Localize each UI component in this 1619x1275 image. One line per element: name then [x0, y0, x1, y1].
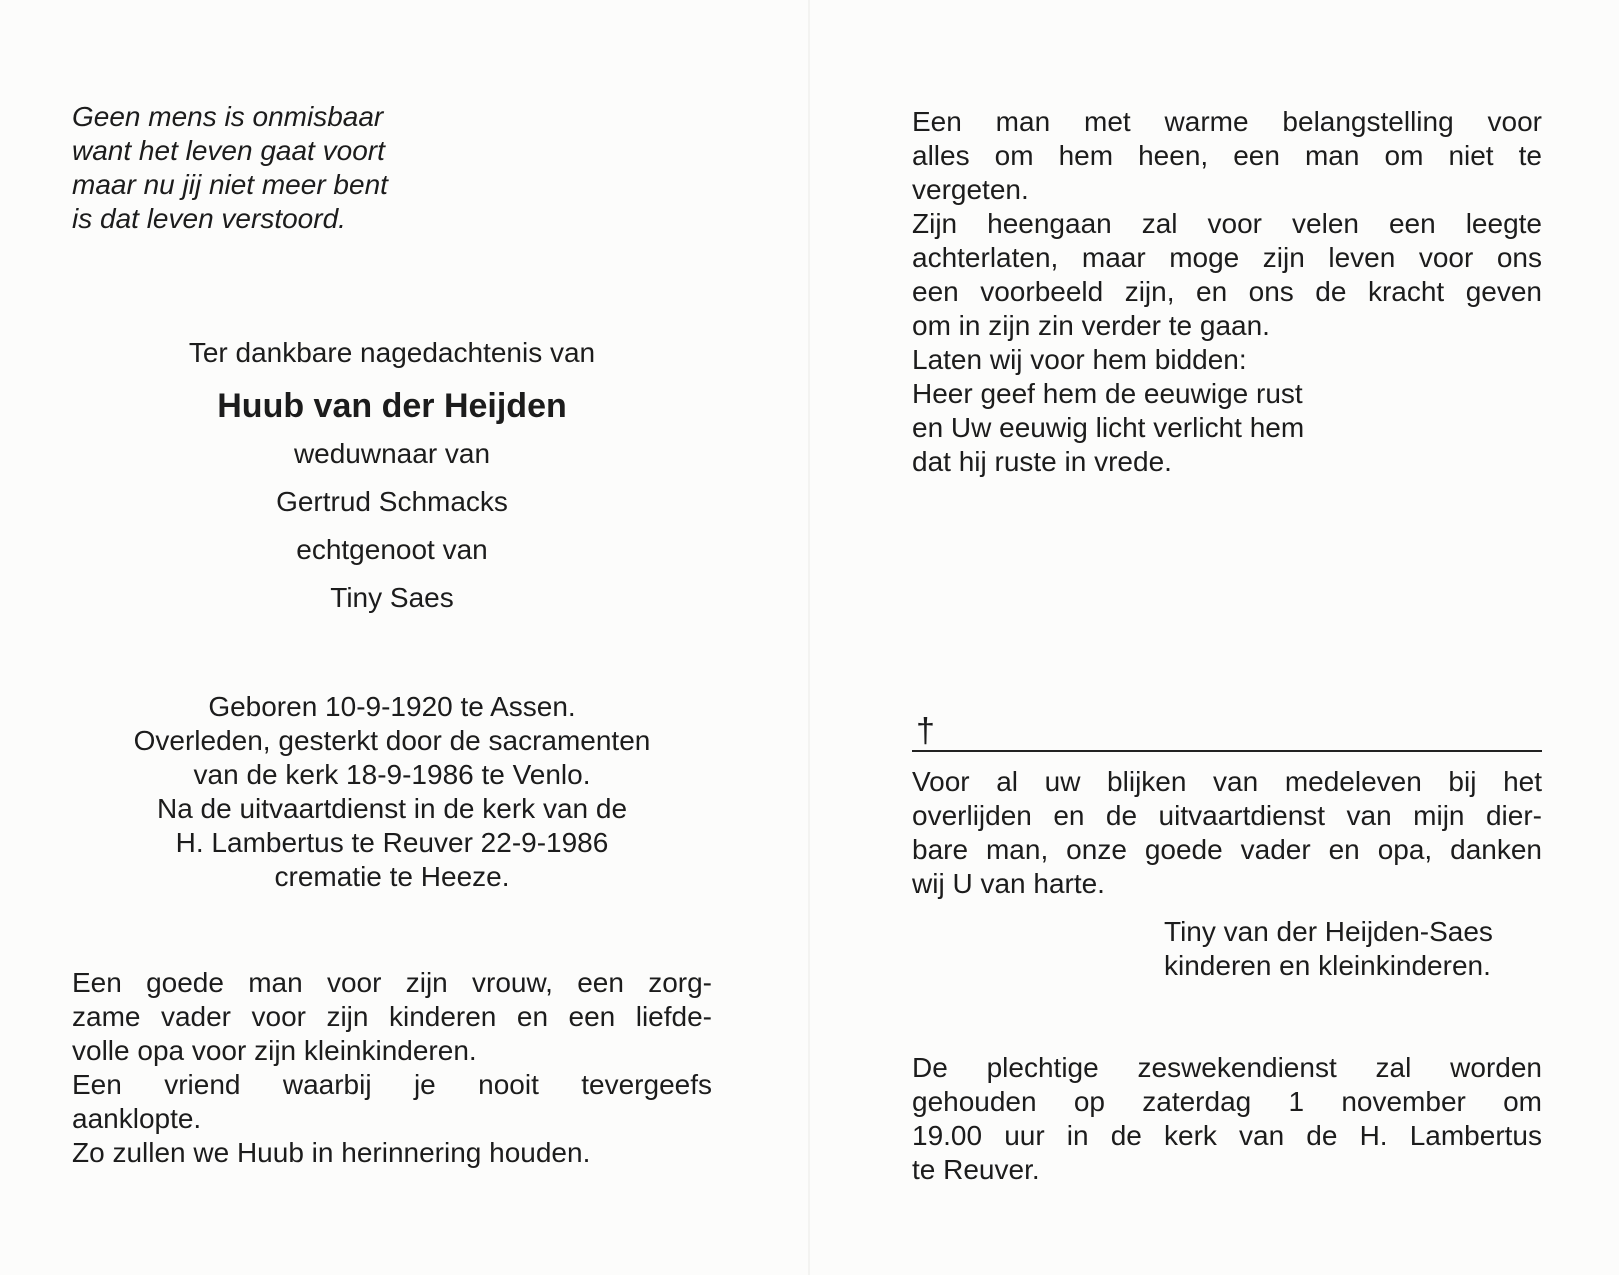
memorial-intro: Ter dankbare nagedachtenis van	[188, 337, 596, 368]
signature-line: Tiny van der Heijden-Saes	[1164, 916, 1493, 947]
mass-notice	[912, 1051, 1542, 1187]
relation-line: echtgenoot van	[296, 534, 488, 565]
reflection-line: en Uw eeuwig licht verlicht hem	[912, 412, 1305, 443]
card-fold	[808, 0, 810, 1275]
thanks-line: wij U van harte.	[912, 868, 1105, 899]
tribute-line: volle opa voor zijn kleinkinderen.	[72, 1035, 477, 1066]
tribute-line: zame vader voor zijn kinderen en een liefde-	[72, 1001, 712, 1032]
tribute-line: Een goede man voor zijn vrouw, een zorg-	[72, 967, 712, 998]
reflection-line: Een man met warme belangstelling voor	[912, 106, 1542, 137]
relation-line: Gertrud Schmacks	[276, 486, 508, 517]
reflection-line: om in zijn zin verder te gaan.	[912, 310, 1270, 341]
left-panel	[72, 100, 712, 1170]
bio-line: Overleden, gesterkt door de sacramenten	[133, 725, 651, 756]
mass-line: te Reuver.	[912, 1154, 1040, 1185]
thanks-line: overlijden en de uitvaartdienst van mijn dier-	[912, 800, 1542, 831]
deceased-name: Huub van der Heijden	[217, 387, 567, 425]
bio-line: Na de uitvaartdienst in de kerk van de	[156, 793, 628, 824]
reflection-line: Heer geef hem de eeuwige rust	[912, 378, 1303, 409]
biography	[72, 690, 712, 894]
bio-line: crematie te Heeze.	[274, 861, 510, 892]
reflection-line: alles om hem heen, een man om niet te	[912, 140, 1542, 171]
tribute-line: Zo zullen we Huub in herinnering houden.	[72, 1137, 591, 1168]
reflection-line: Zijn heengaan zal voor velen een leegte	[912, 208, 1542, 239]
poem-line: want het leven gaat voort	[72, 135, 385, 166]
relation-line: Tiny Saes	[330, 582, 454, 613]
divider-rule	[912, 750, 1542, 752]
signature-line: kinderen en kleinkinderen.	[1164, 950, 1491, 981]
tribute-line: aanklopte.	[72, 1103, 202, 1134]
mass-line: 19.00 uur in de kerk van de H. Lambertus	[912, 1120, 1542, 1151]
tribute-line: Een vriend waarbij je nooit tevergeefs	[72, 1069, 712, 1100]
reflection	[912, 105, 1542, 479]
mass-line: De plechtige zeswekendienst zal worden	[912, 1052, 1542, 1083]
reflection-line: achterlaten, maar moge zijn leven voor ons	[912, 242, 1542, 273]
bio-line: H. Lambertus te Reuver 22-9-1986	[175, 827, 609, 858]
thanks-message	[912, 765, 1542, 901]
mass-line: gehouden op zaterdag 1 november om	[912, 1086, 1542, 1117]
poem-line: is dat leven verstoord.	[72, 203, 346, 234]
reflection-line: een voorbeeld zijn, en ons de kracht geven	[912, 276, 1542, 307]
relation-line: weduwnaar van	[293, 438, 491, 469]
bio-line: van de kerk 18-9-1986 te Venlo.	[193, 759, 591, 790]
reflection-line: Laten wij voor hem bidden:	[912, 344, 1247, 375]
thanks-line: Voor al uw blijken van medeleven bij het	[912, 766, 1542, 797]
poem	[72, 100, 472, 236]
tribute	[72, 966, 712, 1170]
relations	[72, 430, 712, 622]
bio-line: Geboren 10-9-1920 te Assen.	[208, 691, 576, 722]
poem-line: Geen mens is onmisbaar	[72, 101, 384, 132]
signature	[912, 915, 1542, 983]
thanks-line: bare man, onze goede vader en opa, danken	[912, 834, 1542, 865]
right-panel	[912, 105, 1542, 1187]
poem-line: maar nu jij niet meer bent	[72, 169, 388, 200]
reflection-line: dat hij ruste in vrede.	[912, 446, 1172, 477]
reflection-line: vergeten.	[912, 174, 1029, 205]
cross-icon: †	[916, 712, 935, 750]
cross-divider	[912, 711, 1542, 751]
